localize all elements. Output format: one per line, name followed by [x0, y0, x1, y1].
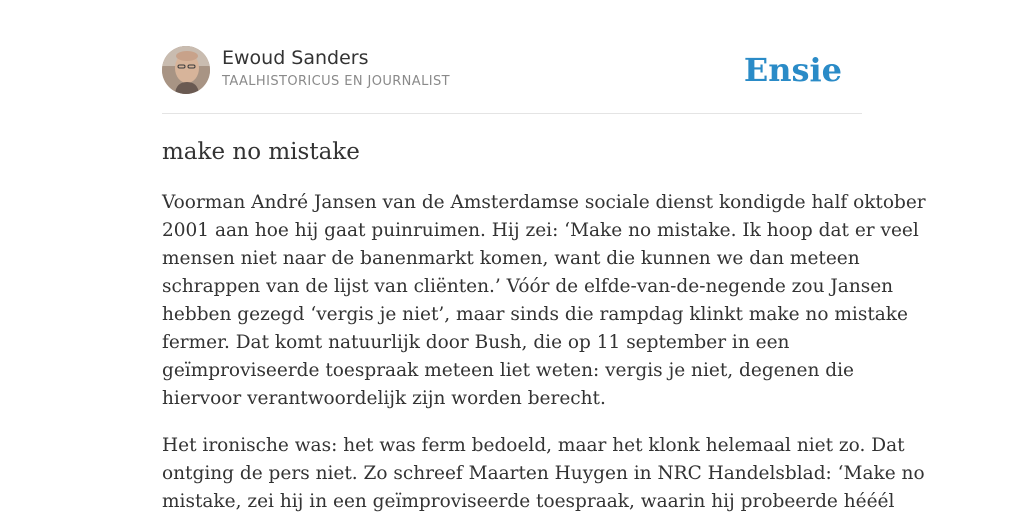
text-line: hiervoor verantwoordelijk zijn worden berecht.	[162, 388, 606, 409]
paragraph-2	[162, 432, 925, 512]
author-header	[162, 46, 862, 96]
author-photo	[162, 46, 210, 94]
text-line: ontging de pers niet. Zo schreef Maarten Huygen in NRC Handelsblad: ‘Make no	[162, 463, 925, 484]
text-line: schrappen van de lijst van cliënten.’ Vóór de elfde-van-de-negende zou Jansen	[162, 276, 894, 297]
text-line: Het ironische was: het was ferm bedoeld, maar het klonk helemaal niet zo. Dat	[162, 435, 905, 456]
author-role: TAALHISTORICUS EN JOURNALIST	[222, 74, 450, 89]
entry-title: make no mistake	[162, 139, 360, 165]
text-line: hebben gezegd ‘vergis je niet’, maar sinds die rampdag klinkt make no mistake	[162, 304, 908, 325]
text-line: geïmproviseerde toespraak meteen liet weten: vergis je niet, degenen die	[162, 360, 854, 381]
ensie-logo-link[interactable]: Ensie	[743, 51, 842, 89]
text-line: mensen niet naar de banenmarkt komen, want die kunnen we dan meteen	[162, 248, 860, 269]
entry-body	[162, 189, 926, 512]
text-line: mistake, zei hij in een geïmproviseerde toespraak, waarin hij probeerde hééél	[162, 491, 895, 512]
paragraph-1	[162, 189, 926, 413]
text-line: Voorman André Jansen van de Amsterdamse sociale dienst kondigde half oktober	[162, 192, 926, 213]
text-line: fermer. Dat komt natuurlijk door Bush, die op 11 september in een	[162, 332, 790, 353]
author-avatar[interactable]	[162, 46, 210, 94]
text-line: 2001 aan hoe hij gaat puinruimen. Hij zei: ‘Make no mistake. Ik hoop dat er veel	[162, 220, 919, 241]
header-divider	[162, 113, 862, 114]
author-name[interactable]: Ewoud Sanders	[222, 47, 369, 69]
